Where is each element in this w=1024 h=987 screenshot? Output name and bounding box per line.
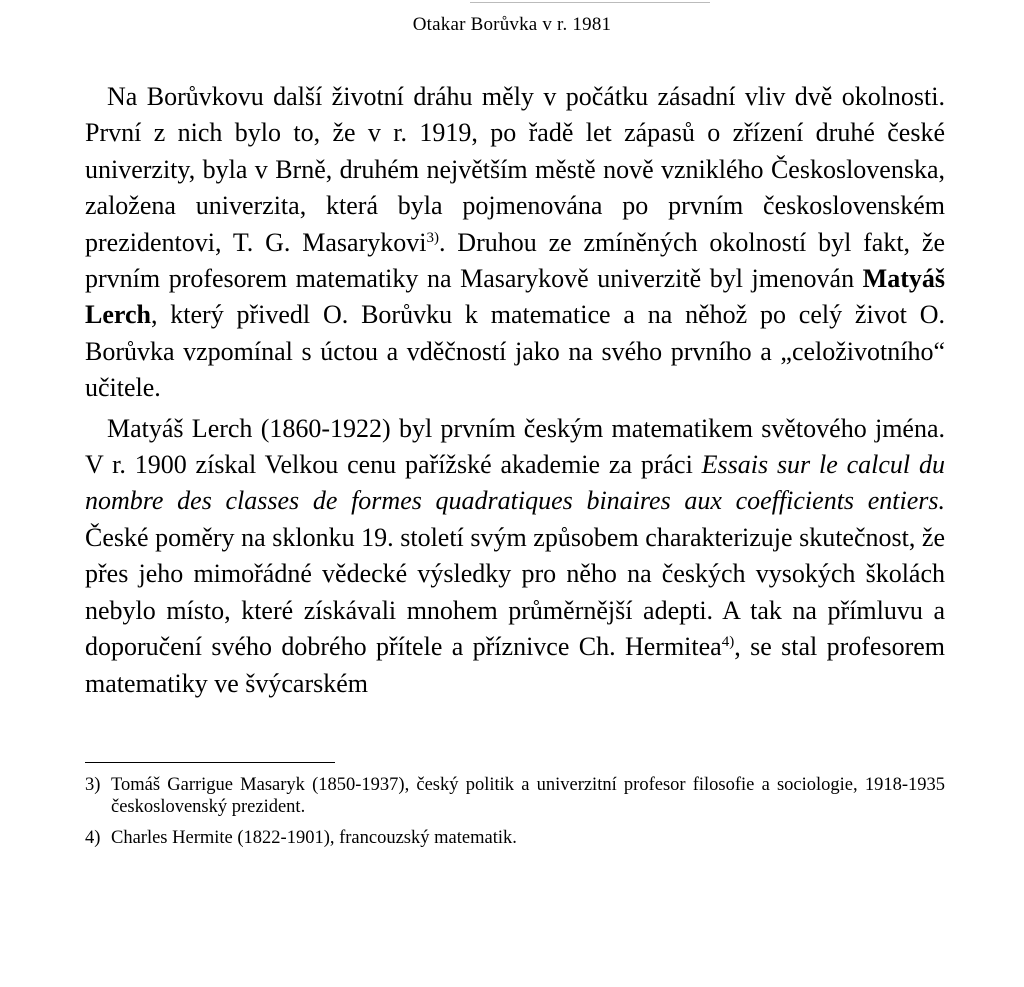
- footnote-number: 4): [85, 828, 101, 848]
- footnote-ref-3: 3): [426, 229, 439, 246]
- bold-name: Matyáš Lerch: [85, 264, 945, 330]
- footnote-text: Tomáš Garrigue Masaryk (1850-1937), český politik a univerzitní profesor filosofie a sociologie, 1918-1935 československý prezident.: [111, 775, 945, 817]
- footnote-number: 3): [85, 775, 101, 795]
- text-run: . Druhou ze zmíněných okolností byl fakt, že prvním profesorem matematiky na Masarykově univerzitě byl jmenován: [85, 227, 945, 294]
- italic-title: Essais sur le calcul du nombre des classes de formes quadratiques binaires aux coefficients entiers.: [85, 450, 945, 516]
- footnote-rule: [85, 762, 335, 763]
- text-run: Matyáš Lerch (1860-1922) byl prvním českým matematikem světového jména. V r. 1900 získal Velkou cenu pařížské akademie za práci: [85, 413, 945, 480]
- footnote-4: [85, 827, 945, 849]
- text-run: , který přivedl O. Borůvku k matematice a na něhož po celý život O. Borůvka vzpomínal s úctou a vděčností jako na svého prvního a „celoživotního“ učitele.: [85, 300, 945, 403]
- footnotes: [85, 774, 945, 858]
- footnote-text: Charles Hermite (1822-1901), francouzský matematik.: [111, 828, 517, 848]
- figure-caption: Otakar Borůvka v r. 1981: [412, 14, 612, 35]
- footnote-3: [85, 774, 945, 818]
- header-rule: [470, 2, 710, 3]
- text-run: , se stal profesorem matematiky ve švýcarském: [85, 632, 945, 698]
- text-run: Na Borůvkovu další životní dráhu měly v počátku zásadní vliv dvě okolnosti. První z nich bylo to, že v r. 1919, po řadě let zápasů o zřízení druhé české univerzity, byla v Brně, druhém největším městě nově vzniklého Československa, založena univerzita, která byla pojmenována po prvním československém prezidentovi, T. G. Masarykovi: [85, 82, 945, 257]
- footnote-ref-4: 4): [721, 634, 735, 651]
- text-run: České poměry na sklonku 19. století svým způsobem charakterizuje skutečnost, že přes jeho mimořádné vědecké výsledky pro něho na českých vysokých školách nebylo místo, které získávali mnohem průměrnější adepti. A tak na přímluvu a doporučení svého dobrého přítele a příznivce Ch. Hermitea: [85, 522, 945, 662]
- paragraph-2: [85, 411, 945, 702]
- main-text: [85, 79, 945, 702]
- paragraph-1: [85, 79, 945, 407]
